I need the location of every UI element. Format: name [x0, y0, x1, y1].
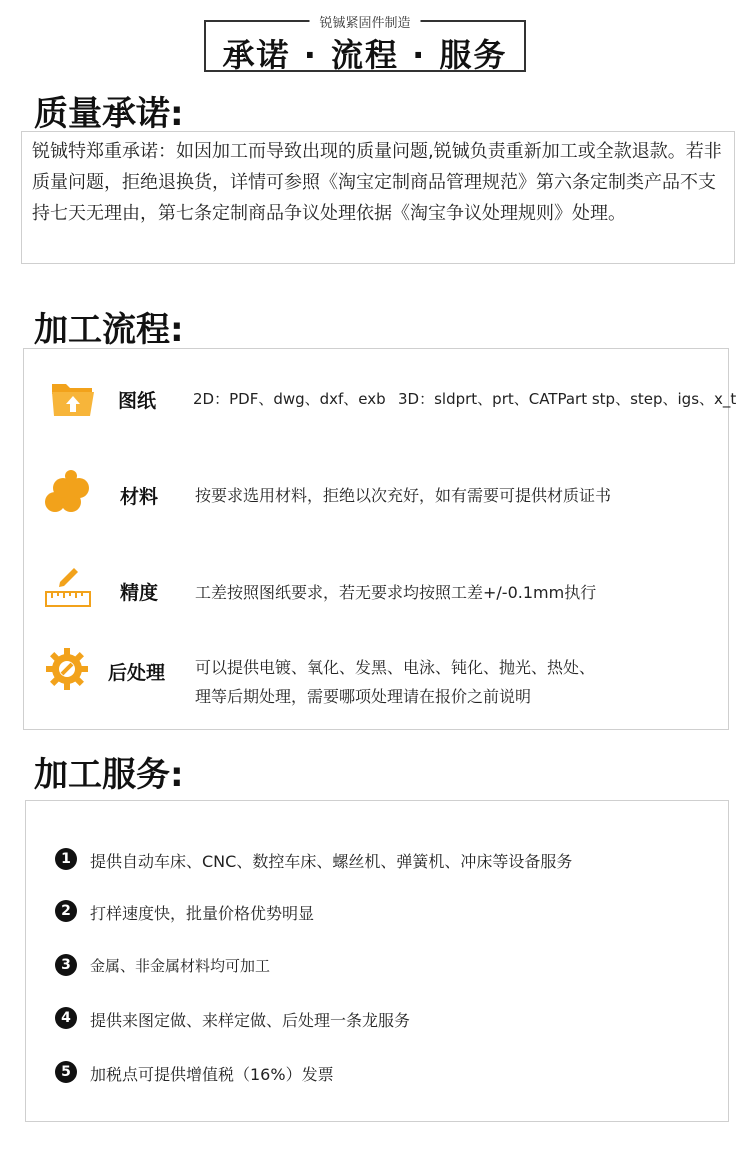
service-item-2: 打样速度快，批量价格优势明显	[90, 904, 315, 923]
process-desc-material: 按要求选用材料，拒绝以次充好，如有需要可提供材质证书	[195, 486, 612, 505]
service-number-4: 4	[55, 1007, 77, 1029]
process-label-drawing: 图纸	[118, 390, 157, 412]
process-desc-3d: 3D：sldprt、prt、CATPart stp、step、igs、x_t	[398, 390, 737, 408]
folder-upload-icon	[50, 378, 96, 422]
process-label-post: 后处理	[108, 662, 166, 684]
quality-title: 质量承诺:	[34, 94, 184, 134]
quality-text: 锐铖特郑重承诺：如因加工而导致出现的质量问题,锐铖负责重新加工或全款退款。若非质量问题，拒绝退换货，详情可参照《淘宝定制商品管理规范》第六条定制类产品不支持七天无理由，第七条定制商品争议处理依据《淘宝争议处理规则》处理。	[32, 141, 722, 224]
service-item-4: 提供来图定做、来样定做、后处理一条龙服务	[90, 1011, 411, 1030]
service-item-3: 金属、非金属材料均可加工	[90, 957, 271, 975]
gear-wrench-icon	[44, 646, 90, 696]
process-desc-2d: 2D：PDF、dwg、dxf、exb	[193, 390, 386, 408]
ruler-pencil-icon	[44, 566, 92, 612]
service-title: 加工服务:	[34, 755, 184, 795]
header-subtitle: 锐铖紧固件制造	[309, 12, 420, 31]
process-desc-precision: 工差按照图纸要求，若无要求均按照工差+/-0.1mm执行	[195, 583, 597, 602]
process-title: 加工流程:	[34, 310, 184, 350]
service-item-1: 提供自动车床、CNC、数控车床、螺丝机、弹簧机、冲床等设备服务	[90, 852, 573, 871]
header-title: 承诺 · 流程 · 服务	[222, 36, 508, 74]
process-label-material: 材料	[120, 486, 159, 508]
material-pipes-icon	[42, 470, 92, 520]
service-number-5: 5	[55, 1061, 77, 1083]
service-number-2: 2	[55, 900, 77, 922]
service-number-3: 3	[55, 954, 77, 976]
service-number-1: 1	[55, 848, 77, 870]
process-desc-post-2: 理等后期处理，需要哪项处理请在报价之前说明	[195, 687, 532, 706]
process-desc-post-1: 可以提供电镀、氧化、发黑、电泳、钝化、抛光、热处、	[195, 658, 596, 677]
header-box	[204, 16, 526, 74]
process-label-precision: 精度	[120, 582, 159, 604]
service-item-5: 加税点可提供增值税（16%）发票	[90, 1065, 334, 1084]
